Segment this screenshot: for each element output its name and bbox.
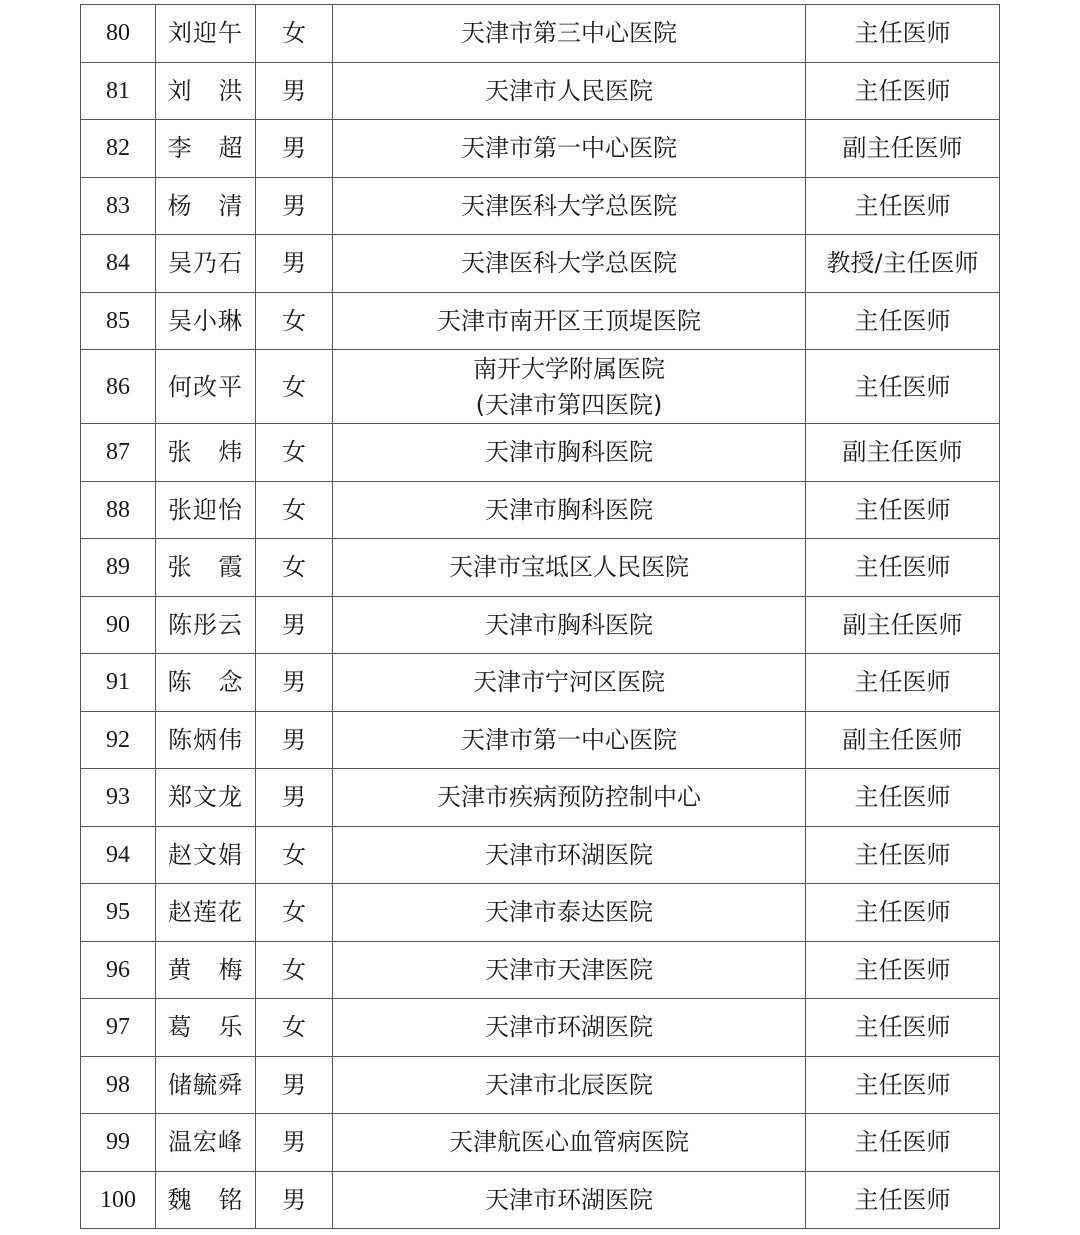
row-number-cell: 91 [81,654,156,712]
organization-line: 天津市环湖医院 [485,1185,653,1214]
gender-cell: 女 [256,350,333,424]
title-cell: 主任医师 [806,177,1000,235]
gender-cell: 男 [256,769,333,827]
name-text: 张 炜 [167,438,244,467]
name-text: 陈炳伟 [168,725,243,754]
title-cell: 主任医师 [806,826,1000,884]
table-row [81,884,1000,942]
row-number-cell: 92 [81,711,156,769]
row-number-cell: 83 [81,177,156,235]
row-number-cell: 100 [81,1171,156,1229]
title-cell: 主任医师 [806,1171,1000,1229]
row-number-cell: 89 [81,539,156,597]
table-row [81,235,1000,293]
table-row [81,654,1000,712]
gender-cell: 女 [256,481,333,539]
title-cell: 副主任医师 [806,596,1000,654]
name-cell [156,177,256,235]
title-cell: 主任医师 [806,5,1000,63]
gender-cell: 女 [256,884,333,942]
name-cell [156,654,256,712]
table-row [81,941,1000,999]
name-cell [156,999,256,1057]
organization-cell [333,62,806,120]
table-row [81,62,1000,120]
title-cell: 主任医师 [806,769,1000,827]
roster-table [80,4,1000,1229]
gender-cell: 女 [256,424,333,482]
title-cell: 副主任医师 [806,711,1000,769]
table-row [81,999,1000,1057]
name-cell [156,292,256,350]
title-cell: 主任医师 [806,350,1000,424]
row-number-cell: 86 [81,350,156,424]
table-row [81,481,1000,539]
table-row [81,596,1000,654]
organization-cell [333,177,806,235]
gender-cell: 女 [256,5,333,63]
organization-line: 天津市胸科医院 [485,610,653,639]
name-text: 刘 洪 [167,76,244,105]
organization-line: 南开大学附属医院 [473,354,665,383]
name-cell [156,884,256,942]
row-number-cell: 82 [81,120,156,178]
organization-cell [333,711,806,769]
name-text: 赵莲花 [168,898,243,927]
gender-cell: 女 [256,292,333,350]
gender-cell: 男 [256,1056,333,1114]
name-text: 魏 铭 [167,1185,244,1214]
table-row [81,120,1000,178]
organization-line: 天津市第一中心医院 [461,134,677,163]
gender-cell: 女 [256,539,333,597]
table-row [81,1056,1000,1114]
organization-line: (天津市第四医院) [475,390,663,419]
row-number-cell: 99 [81,1114,156,1172]
name-cell [156,62,256,120]
name-text: 赵文娟 [168,840,243,869]
organization-cell [333,999,806,1057]
row-number-cell: 97 [81,999,156,1057]
row-number-cell: 87 [81,424,156,482]
table-row [81,177,1000,235]
organization-cell [333,539,806,597]
organization-cell [333,941,806,999]
title-cell: 主任医师 [806,999,1000,1057]
table-row [81,292,1000,350]
organization-cell [333,350,806,424]
table-row [81,5,1000,63]
row-number-cell: 98 [81,1056,156,1114]
organization-cell [333,1056,806,1114]
organization-line: 天津市胸科医院 [485,438,653,467]
organization-cell [333,120,806,178]
title-cell: 主任医师 [806,654,1000,712]
organization-line: 天津市天津医院 [485,955,653,984]
row-number-cell: 96 [81,941,156,999]
organization-line: 天津市胸科医院 [485,495,653,524]
organization-cell [333,654,806,712]
name-cell [156,769,256,827]
name-cell [156,1056,256,1114]
row-number-cell: 94 [81,826,156,884]
name-cell [156,711,256,769]
organization-line: 天津市环湖医院 [485,840,653,869]
row-number-cell: 95 [81,884,156,942]
name-cell [156,5,256,63]
table-row [81,350,1000,424]
organization-line: 天津市泰达医院 [485,898,653,927]
table-row [81,711,1000,769]
gender-cell: 男 [256,654,333,712]
organization-cell [333,292,806,350]
name-text: 李 超 [167,134,244,163]
title-cell: 主任医师 [806,292,1000,350]
name-cell [156,350,256,424]
table-row [81,769,1000,827]
name-text: 刘迎午 [168,19,243,48]
organization-cell [333,235,806,293]
name-text: 陈 念 [167,668,244,697]
gender-cell: 男 [256,1114,333,1172]
gender-cell: 男 [256,177,333,235]
name-cell [156,941,256,999]
organization-line: 天津市北辰医院 [485,1070,653,1099]
name-cell [156,1114,256,1172]
name-cell [156,120,256,178]
name-cell [156,481,256,539]
row-number-cell: 80 [81,5,156,63]
table-row [81,826,1000,884]
organization-cell [333,596,806,654]
name-text: 储毓舜 [168,1070,243,1099]
organization-line: 天津市第三中心医院 [461,19,677,48]
organization-cell [333,826,806,884]
organization-line: 天津市疾病预防控制中心 [437,783,701,812]
organization-cell [333,481,806,539]
title-cell: 主任医师 [806,62,1000,120]
gender-cell: 男 [256,120,333,178]
title-cell: 主任医师 [806,884,1000,942]
name-cell [156,1171,256,1229]
gender-cell: 女 [256,826,333,884]
organization-cell [333,769,806,827]
name-text: 张迎怡 [168,495,243,524]
name-text: 杨 清 [167,191,244,220]
gender-cell: 男 [256,235,333,293]
gender-cell: 男 [256,711,333,769]
row-number-cell: 93 [81,769,156,827]
row-number-cell: 90 [81,596,156,654]
gender-cell: 女 [256,999,333,1057]
organization-cell [333,424,806,482]
table-row [81,424,1000,482]
name-text: 吴乃石 [168,249,243,278]
name-text: 陈彤云 [168,610,243,639]
organization-cell [333,884,806,942]
roster-table-container [80,4,999,1229]
name-cell [156,235,256,293]
name-text: 吴小琳 [168,306,243,335]
name-text: 温宏峰 [168,1128,243,1157]
row-number-cell: 88 [81,481,156,539]
organization-line: 天津市宁河区医院 [473,668,665,697]
title-cell: 副主任医师 [806,424,1000,482]
gender-cell: 男 [256,1171,333,1229]
organization-line: 天津市宝坻区人民医院 [449,553,689,582]
name-text: 郑文龙 [168,783,243,812]
name-text: 葛 乐 [167,1013,244,1042]
gender-cell: 男 [256,62,333,120]
name-text: 何改平 [168,372,243,401]
title-cell: 副主任医师 [806,120,1000,178]
organization-line: 天津医科大学总医院 [461,191,677,220]
organization-cell [333,1171,806,1229]
organization-line: 天津市环湖医院 [485,1013,653,1042]
organization-line: 天津市第一中心医院 [461,725,677,754]
organization-line: 天津医科大学总医院 [461,249,677,278]
gender-cell: 男 [256,596,333,654]
roster-table-body [81,5,1000,1229]
table-row [81,539,1000,597]
table-row [81,1171,1000,1229]
row-number-cell: 85 [81,292,156,350]
name-cell [156,826,256,884]
name-cell [156,596,256,654]
organization-line: 天津航医心血管病医院 [449,1128,689,1157]
name-text: 张 霞 [167,553,244,582]
gender-cell: 女 [256,941,333,999]
row-number-cell: 84 [81,235,156,293]
organization-line: 天津市人民医院 [485,76,653,105]
title-cell: 主任医师 [806,1114,1000,1172]
title-cell: 主任医师 [806,1056,1000,1114]
organization-line: 天津市南开区王顶堤医院 [437,306,701,335]
title-cell: 主任医师 [806,941,1000,999]
name-text: 黄 梅 [167,955,244,984]
organization-cell [333,1114,806,1172]
table-row [81,1114,1000,1172]
name-cell [156,424,256,482]
title-cell: 主任医师 [806,539,1000,597]
organization-cell [333,5,806,63]
row-number-cell: 81 [81,62,156,120]
name-cell [156,539,256,597]
title-cell: 主任医师 [806,481,1000,539]
title-cell: 教授/主任医师 [806,235,1000,293]
